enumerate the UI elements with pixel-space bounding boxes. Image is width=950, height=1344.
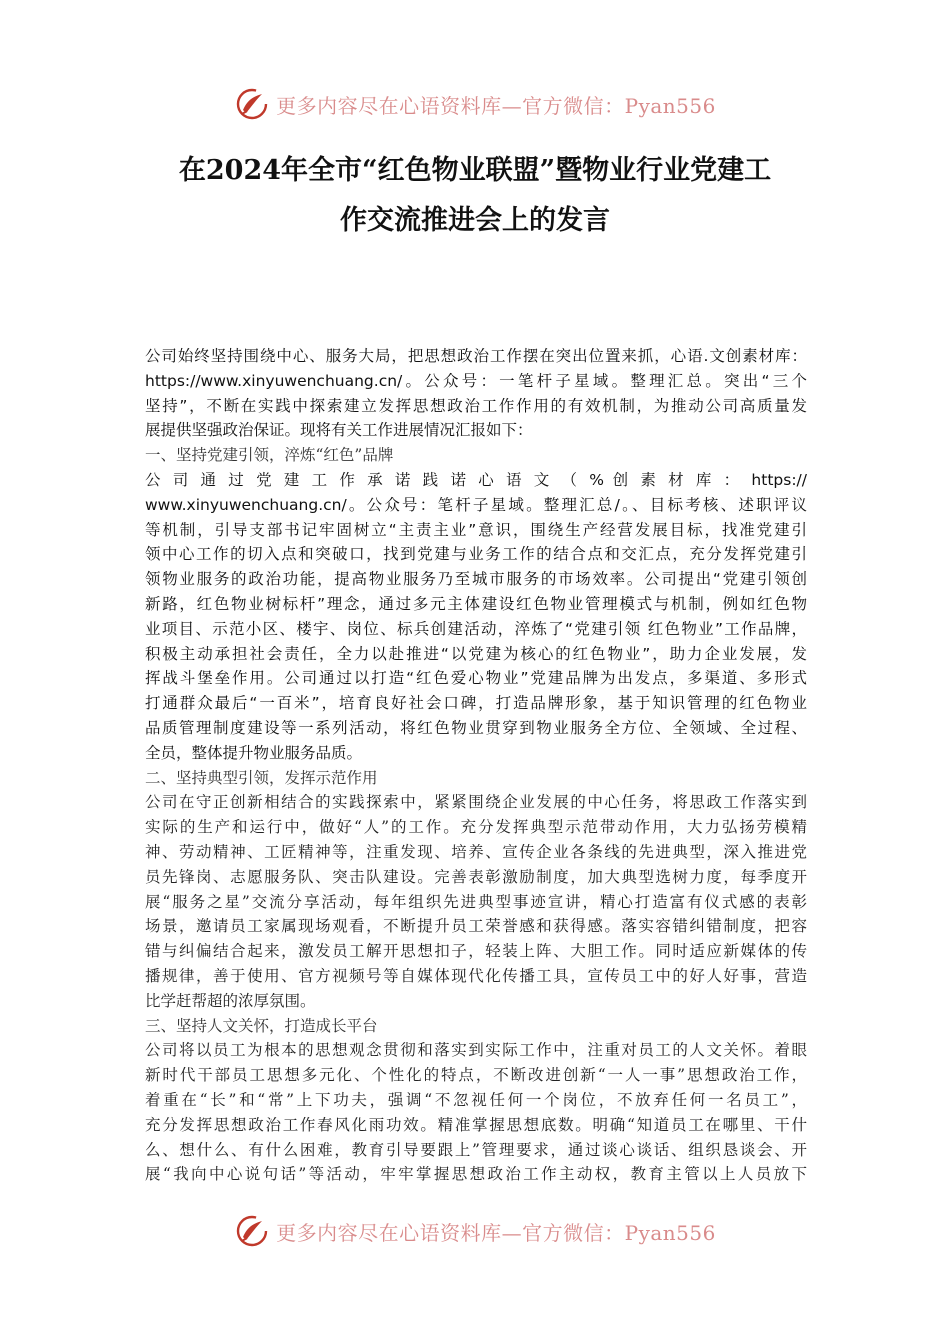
body-text-line: 着重在“长”和“常”上下功夫，强调“不忽视任何一个岗位，不放弃任何一名员工”， <box>145 1090 807 1109</box>
body-text-line: 等机制，引导支部书记牢固树立“主责主业”意识，围绕生产经营发展目标，找准党建引 <box>145 520 807 539</box>
body-text-line: 新路，红色物业树标杆”理念，通过多元主体建设红色物业管理模式与机制，例如红色物 <box>145 594 807 613</box>
body-text-line: 神、劳动精神、工匠精神等，注重发现、培养、宣传企业各条线的先进典型，深入推进党 <box>145 842 807 861</box>
body-text-line: 公司在守正创新相结合的实践探索中，紧紧围绕企业发展的中心任务，将思政工作落实到 <box>145 793 807 812</box>
body-text-line: 新时代干部员工思想多元化、个性化的特点，不断改进创新“一人一事”思想政治工作， <box>145 1066 807 1085</box>
body-text-line: 品质管理制度建设等一系列活动，将红色物业贯穿到物业服务全方位、全领域、全过程、 <box>145 718 807 737</box>
brush-swirl-logo-icon <box>234 86 270 122</box>
document-body <box>145 344 807 1187</box>
page-title <box>120 146 830 246</box>
watermark-text: 更多内容尽在心语资料库—官方微信：Pyan556 <box>276 93 716 118</box>
body-text-line: 展“我向中心说句话”等活动，牢牢掌握思想政治工作主动权，教育主管以上人员放下 <box>145 1165 807 1184</box>
section-heading: 三、坚持人文关怀，打造成长平台 <box>145 1016 378 1035</box>
watermark-footer <box>0 1211 950 1251</box>
body-text-line: 比学赶帮超的浓厚氛围。 <box>145 991 316 1010</box>
watermark-header <box>0 84 950 124</box>
body-text-line: 打通群众最后“一百米”，培育良好社会口碑，打造品牌形象，基于知识管理的红色物业 <box>145 694 807 713</box>
section-heading: 二、坚持典型引领，发挥示范作用 <box>145 768 378 787</box>
body-text-line: 实际的生产和运行中，做好“人”的工作。充分发挥典型示范带动作用，大力弘扬劳模精 <box>145 818 807 837</box>
body-text-line: 播规律，善于使用、官方视频号等自媒体现代化传播工具，宣传员工中的好人好事，营造 <box>145 966 807 985</box>
body-text-line: 积极主动承担社会责任，全力以赴推进“以党建为核心的红色物业”，助力企业发展，发 <box>145 644 807 663</box>
title-line-1: 在2024年全市“红色物业联盟”暨物业行业党建工 <box>178 155 772 186</box>
body-text-line: 领物业服务的政治功能，提高物业服务乃至城市服务的市场效率。公司提出“党建引领创 <box>145 570 807 589</box>
body-text-line: 领中心工作的切入点和突破口，找到党建与业务工作的结合点和交汇点，充分发挥党建引 <box>145 545 807 564</box>
body-text-line: 么、想什么、有什么困难，教育引导要跟上”管理要求，通过谈心谈话、组织恳谈会、开 <box>145 1140 807 1159</box>
body-text-line: 展“服务之星”交流分享活动，每年组织先进典型事迹宣讲，精心打造富有仪式感的表彰 <box>145 892 807 911</box>
body-text-line: 业项目、示范小区、楼宇、岗位、标兵创建活动，淬炼了“党建引领 红色物业”工作品牌， <box>145 619 807 638</box>
body-text-line: 全员，整体提升物业服务品质。 <box>145 743 363 762</box>
body-text-line: 公司始终坚持围绕中心、服务大局，把思想政治工作摆在突出位置来抓，心语.文创素材库： <box>145 347 807 365</box>
body-text-line: 场景，邀请员工家属现场观看，不断提升员工荣誉感和获得感。落实容错纠错制度，把容 <box>145 917 807 936</box>
title-line-2: 作交流推进会上的发言 <box>340 205 610 236</box>
body-text-line: 公 司 通 过 党 建 工 作 承 诺 践 诺 心 语 文 （ % 创 素 材 库 ： https:// <box>145 470 807 489</box>
body-text-line: 坚持”，不断在实践中探索建立发挥思想政治工作作用的有效机制，为推动公司高质量发 <box>145 396 807 415</box>
body-text-line: https://www.xinyuwenchuang.cn/。公众号：一笔杆子星域。整理汇总。突出“三个 <box>145 371 807 390</box>
body-text-line: 员先锋岗、志愿服务队、突击队建设。完善表彰激励制度，加大典型选树力度，每季度开 <box>145 867 807 886</box>
watermark-text: 更多内容尽在心语资料库—官方微信：Pyan556 <box>276 1220 716 1245</box>
body-text-line: 错与纠偏结合起来，激发员工解开思想扣子，轻装上阵、大胆工作。同时适应新媒体的传 <box>145 942 807 961</box>
brush-swirl-logo-icon <box>234 1213 270 1249</box>
body-text-line: 挥战斗堡垒作用。公司通过以打造“红色爱心物业”党建品牌为出发点，多渠道、多形式 <box>145 669 807 688</box>
body-text-line: 展提供坚强政治保证。现将有关工作进展情况汇报如下： <box>145 421 533 440</box>
section-heading: 一、坚持党建引领，淬炼“红色”品牌 <box>145 446 394 465</box>
body-text-line: www.xinyuwenchuang.cn/。公众号：笔杆子星域。整理汇总/。、目标考核、述职评议 <box>145 495 807 514</box>
body-text-line: 充分发挥思想政治工作春风化雨功效。精准掌握思想底数。明确“知道员工在哪里、干什 <box>145 1115 807 1134</box>
body-text-line: 公司将以员工为根本的思想观念贯彻和落实到实际工作中，注重对员工的人文关怀。着眼 <box>145 1041 807 1060</box>
